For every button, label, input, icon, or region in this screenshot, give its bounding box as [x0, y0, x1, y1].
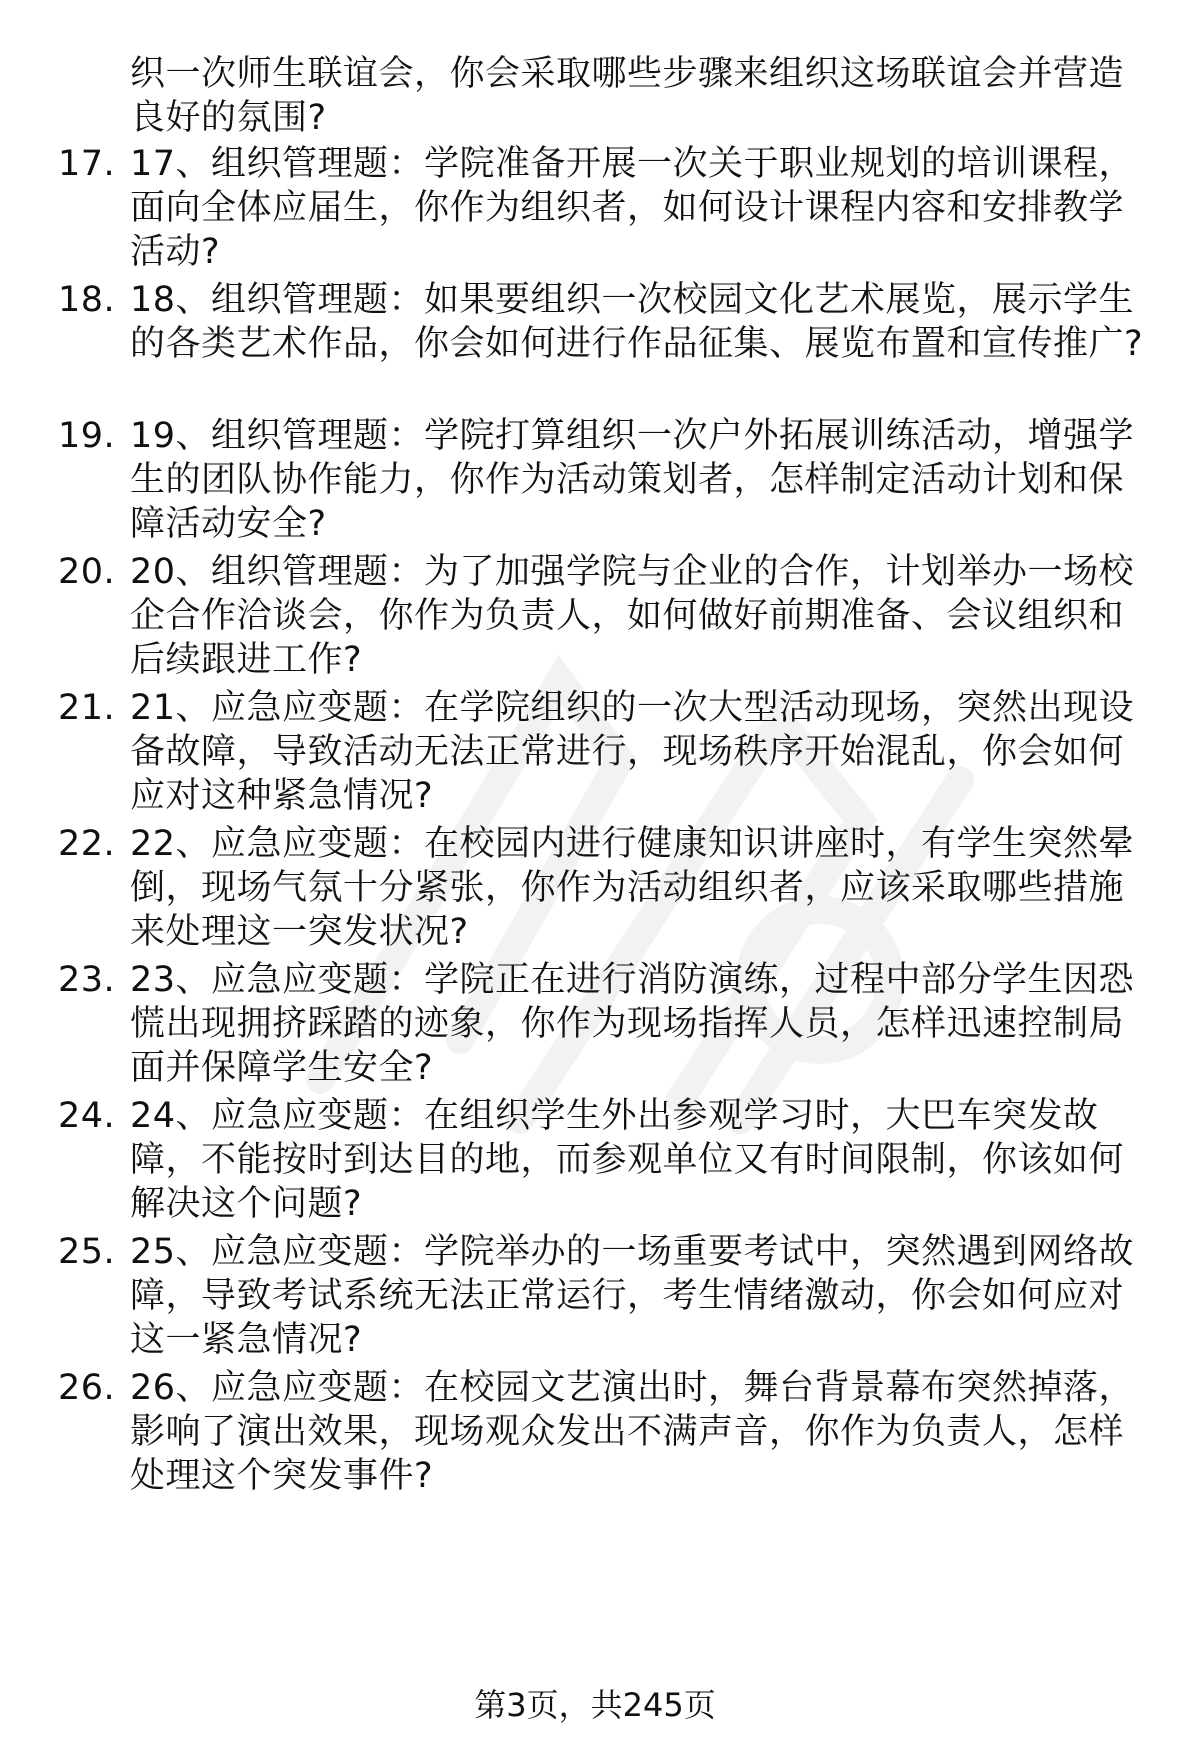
list-item	[58, 686, 1150, 818]
continuation-text: 织一次师生联谊会，你会采取哪些步骤来组织这场联谊会并营造良好的氛围?	[130, 54, 1125, 138]
item-text: 19、组织管理题：学院打算组织一次户外拓展训练活动，增强学生的团队协作能力，你作为活动策划者，怎样制定活动计划和保障活动安全?	[130, 416, 1135, 544]
item-number: 18.	[58, 280, 116, 320]
item-text: 21、应急应变题：在学院组织的一次大型活动现场，突然出现设备故障，导致活动无法正常进行，现场秩序开始混乱，你会如何应对这种紧急情况?	[130, 688, 1135, 816]
item-number: 20.	[58, 552, 116, 592]
item-text: 22、应急应变题：在校园内进行健康知识讲座时，有学生突然晕倒，现场气氛十分紧张，你作为活动组织者，应该采取哪些措施来处理这一突发状况?	[130, 824, 1135, 952]
list-item	[58, 278, 1150, 366]
item-text: 26、应急应变题：在校园文艺演出时，舞台背景幕布突然掉落，影响了演出效果，现场观众发出不满声音，你作为负责人，怎样处理这个突发事件?	[130, 1368, 1135, 1496]
item-number: 23.	[58, 960, 116, 1000]
list-item	[58, 550, 1150, 682]
item-number: 19.	[58, 416, 116, 456]
item-number: 22.	[58, 824, 116, 864]
item-number: 21.	[58, 688, 116, 728]
list-item	[58, 414, 1150, 546]
item-number: 17.	[58, 144, 116, 184]
page-number-footer: 第3页，共245页	[474, 1686, 716, 1724]
list-item	[58, 822, 1150, 954]
item-number: 25.	[58, 1232, 116, 1272]
list-item	[58, 958, 1150, 1090]
item-text: 18、组织管理题：如果要组织一次校园文化艺术展览，展示学生的各类艺术作品，你会如何进行作品征集、展览布置和宣传推广?	[130, 280, 1144, 364]
item-text: 20、组织管理题：为了加强学院与企业的合作，计划举办一场校企合作洽谈会，你作为负责人，如何做好前期准备、会议组织和后续跟进工作?	[130, 552, 1135, 680]
item-text: 24、应急应变题：在组织学生外出参观学习时，大巴车突发故障，不能按时到达目的地，而参观单位又有时间限制，你该如何解决这个问题?	[130, 1096, 1125, 1224]
item-number: 24.	[58, 1096, 116, 1136]
list-item	[58, 1366, 1150, 1498]
list-item	[58, 1230, 1150, 1362]
item-text: 17、组织管理题：学院准备开展一次关于职业规划的培训课程，面向全体应届生，你作为组织者，如何设计课程内容和安排教学活动?	[130, 144, 1135, 272]
list-item	[58, 142, 1150, 274]
item-text: 25、应急应变题：学院举办的一场重要考试中，突然遇到网络故障，导致考试系统无法正常运行，考生情绪激动，你会如何应对这一紧急情况?	[130, 1232, 1135, 1360]
list-item	[58, 1094, 1150, 1226]
item-text: 23、应急应变题：学院正在进行消防演练，过程中部分学生因恐慌出现拥挤踩踏的迹象，你作为现场指挥人员，怎样迅速控制局面并保障学生安全?	[130, 960, 1135, 1088]
item-number: 26.	[58, 1368, 116, 1408]
